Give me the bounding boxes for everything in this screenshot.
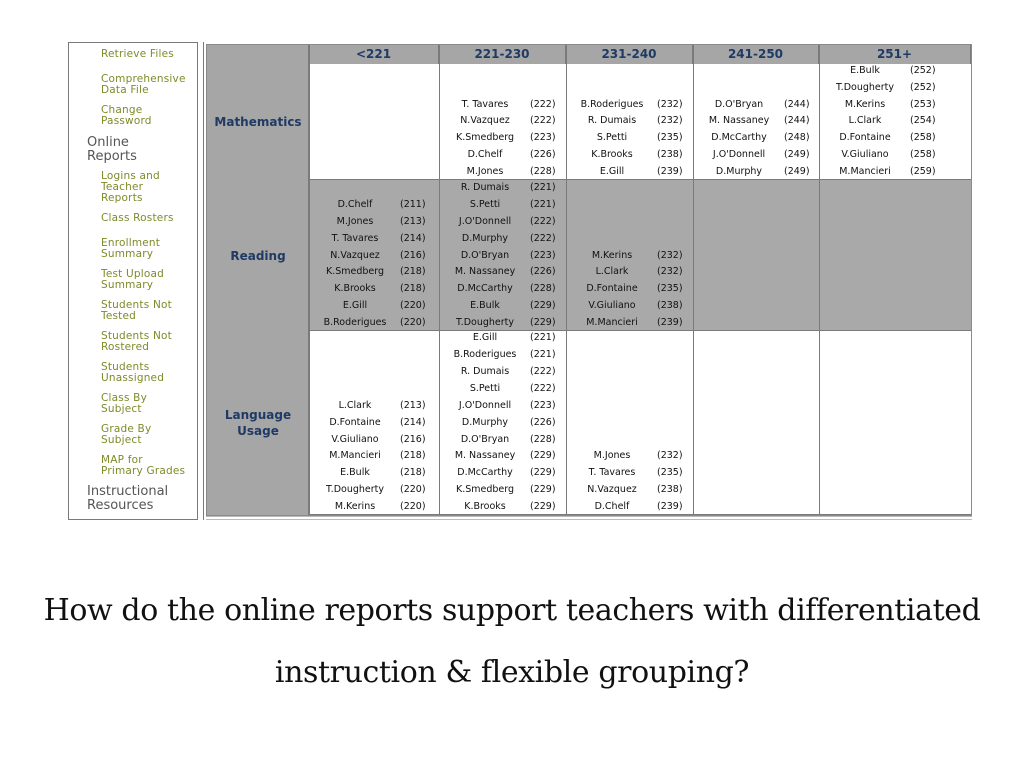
student-score: (222) [530,115,556,127]
column-header: <221 [309,45,439,64]
student-entry [696,129,818,146]
student-score: (222) [530,382,556,394]
student-score: (235) [657,283,683,295]
column-divider [819,45,820,515]
student-score: (239) [657,501,683,513]
student-name: K.Smedberg [455,132,515,144]
student-name: E.Bulk [470,300,500,312]
student-score: (221) [530,332,556,344]
student-score: (213) [400,215,426,227]
student-score: (222) [530,215,556,227]
student-entry [822,79,970,96]
student-entry [569,280,692,297]
student-name: M.Mancieri [329,450,381,462]
student-name: L.Clark [848,115,882,127]
instructional-resources-heading[interactable]: Instructional Resources [87,484,169,513]
student-entry [442,96,565,113]
student-name: V.Giuliano [841,149,889,161]
student-score: (253) [910,98,936,110]
class-rosters-link[interactable]: Class Rosters [101,212,174,224]
student-score: (258) [910,149,936,161]
student-entry [442,163,565,180]
student-entry [442,129,565,146]
student-name: T.Dougherty [326,484,384,496]
student-name: L.Clark [338,399,372,411]
student-name: T. Tavares [461,98,509,110]
student-score: (218) [400,450,426,462]
student-entry [442,414,565,431]
student-name: N.Vazquez [330,249,380,261]
student-name: B.Roderigues [453,349,517,360]
student-score: (216) [400,433,426,445]
student-name: L.Clark [595,266,629,278]
student-name: T.Dougherty [836,81,894,93]
student-score: (228) [530,283,556,295]
student-score: (220) [400,317,426,329]
student-score: (258) [910,132,936,144]
student-entry [442,146,565,163]
student-score: (222) [530,98,556,110]
table-bottom-edge [206,516,972,520]
student-entry [569,146,692,163]
student-score: (229) [530,467,556,479]
student-name: D.McCarthy [457,283,513,295]
student-entry [312,196,438,213]
student-score: (229) [530,300,556,312]
student-entry [312,297,438,314]
column-header: 231-240 [566,45,693,64]
student-entry [312,247,438,264]
student-score: (221) [530,181,556,193]
student-entry [442,213,565,230]
student-entry [822,96,970,113]
student-score: (221) [530,198,556,210]
student-entry [569,297,692,314]
student-entry [696,146,818,163]
subject-label: Mathematics [214,115,302,129]
student-entry [312,414,438,431]
enrollment-summary-link[interactable]: Enrollment Summary [101,237,161,260]
subject-label: Language Usage [224,408,292,438]
student-score: (239) [657,317,683,329]
student-entry [569,498,692,515]
header-corner-cell [207,45,309,64]
student-entry [569,96,692,113]
student-score: (229) [530,450,556,462]
student-entry [312,481,438,498]
logins-and-teacher-reports-link[interactable]: Logins and Teacher Reports [101,170,160,204]
student-score: (232) [657,98,683,110]
student-entry [312,213,438,230]
student-name: K.Brooks [464,501,506,513]
student-score: (220) [400,300,426,312]
student-score: (232) [657,115,683,127]
student-score: (259) [910,166,936,178]
caption-line-1: How do the online reports support teachers with differentiated [43,593,981,628]
student-name: J.O'Donnell [458,215,512,227]
student-entry [442,196,565,213]
column-divider [566,45,567,515]
student-entry [569,163,692,180]
student-name: D.Fontaine [839,132,891,144]
student-entry [442,346,565,363]
student-name: J.O'Donnell [458,399,512,411]
student-name: K.Brooks [334,283,376,295]
student-score: (226) [530,149,556,161]
student-score: (223) [530,132,556,144]
student-score: (228) [530,166,556,178]
student-name: E.Bulk [850,64,880,76]
student-score: (213) [400,399,426,411]
column-header: 221-230 [439,45,566,64]
student-name: K.Smedberg [455,484,515,496]
column-divider [439,45,440,515]
student-entry [569,464,692,481]
change-password-link[interactable]: Change Password [101,104,152,127]
student-entry [442,481,565,498]
student-score: (221) [530,349,556,360]
student-name: D.O'Bryan [460,433,510,445]
student-name: S.Petti [469,382,501,394]
student-score: (235) [657,132,683,144]
student-name: D.Chelf [594,501,630,513]
student-name: M.Mancieri [586,317,638,329]
student-score: (244) [784,115,810,127]
student-name: S.Petti [469,198,501,210]
student-name: M.Kerins [844,98,886,110]
student-name: R. Dumais [460,181,510,193]
student-entry [442,247,565,264]
student-score: (220) [400,484,426,496]
student-score: (232) [657,249,683,261]
student-entry [442,447,565,464]
student-score: (229) [530,501,556,513]
student-name: M.Mancieri [839,166,891,178]
student-entry [442,230,565,247]
student-name: D.Chelf [467,149,503,161]
student-entry [822,146,970,163]
student-score: (238) [657,484,683,496]
online-reports-heading: Online Reports [87,135,137,164]
student-entry [312,397,438,414]
class-by-subject-link[interactable]: Class By Subject [101,392,147,415]
student-entry [312,447,438,464]
student-entry [442,263,565,280]
student-name: E.Gill [472,332,498,344]
student-score: (222) [530,365,556,377]
student-name: T. Tavares [331,232,379,244]
student-name: M. Nassaney [708,115,770,127]
student-name: E.Bulk [340,467,370,479]
student-name: D.McCarthy [457,467,513,479]
student-score: (226) [530,266,556,278]
grade-by-subject-link[interactable]: Grade By Subject [101,423,152,446]
student-name: M.Jones [336,215,374,227]
student-score: (238) [657,300,683,312]
map-for-primary-grades-link[interactable]: MAP for Primary Grades [101,454,186,477]
student-entry [442,498,565,515]
grouping-table [206,44,972,516]
student-name: D.Fontaine [329,416,381,428]
student-entry [696,96,818,113]
student-entry [442,363,565,380]
student-name: M. Nassaney [454,266,516,278]
comprehensive-data-file-link[interactable]: Comprehensive Data File [101,73,186,96]
student-score: (232) [657,450,683,462]
student-entry [569,481,692,498]
student-score: (223) [530,249,556,261]
student-name: E.Gill [342,300,368,312]
student-name: T.Dougherty [456,317,514,329]
student-name: R. Dumais [587,115,637,127]
student-entry [442,380,565,397]
student-score: (218) [400,266,426,278]
student-entry [442,397,565,414]
student-name: D.O'Bryan [714,98,764,110]
sidebar-divider [197,42,204,520]
student-entry [822,129,970,146]
student-score: (216) [400,249,426,261]
student-name: R. Dumais [460,365,510,377]
student-entry [822,112,970,129]
student-score: (228) [530,433,556,445]
student-name: V.Giuliano [331,433,379,445]
student-entry [569,247,692,264]
student-entry [442,297,565,314]
student-score: (214) [400,232,426,244]
student-score: (249) [784,166,810,178]
student-entry [312,431,438,448]
student-name: D.Murphy [461,232,509,244]
student-score: (249) [784,149,810,161]
student-score: (248) [784,132,810,144]
student-name: E.Gill [599,166,625,178]
student-entry [442,431,565,448]
student-name: D.McCarthy [711,132,767,144]
student-name: V.Giuliano [588,300,636,312]
student-name: D.Chelf [337,198,373,210]
student-score: (220) [400,501,426,513]
student-entry [312,498,438,515]
student-entry [442,464,565,481]
student-score: (226) [530,416,556,428]
column-divider [693,45,694,515]
student-name: S.Petti [596,132,628,144]
student-score: (223) [530,399,556,411]
subject-label: Reading [230,248,286,263]
student-name: M.Kerins [591,249,633,261]
student-score: (218) [400,467,426,479]
student-name: N.Vazquez [460,115,510,127]
student-name: D.Murphy [715,166,763,178]
student-entry [569,112,692,129]
column-header: 241-250 [693,45,819,64]
students-unassigned-link[interactable]: Students Unassigned [101,361,165,384]
student-entry [312,280,438,297]
student-entry [822,163,970,180]
student-name: M. Nassaney [454,450,516,462]
student-entry [312,263,438,280]
student-score: (254) [910,115,936,127]
slide-caption [0,580,1024,704]
student-entry [569,263,692,280]
student-entry [569,129,692,146]
student-score: (211) [400,198,426,210]
student-score: (252) [910,81,936,93]
student-name: N.Vazquez [587,484,637,496]
students-not-rostered-link[interactable]: Students Not Rostered [101,330,172,353]
student-entry [569,314,692,331]
test-upload-summary-link[interactable]: Test Upload Summary [101,268,165,291]
student-entry [312,314,438,331]
student-score: (229) [530,484,556,496]
student-score: (232) [657,266,683,278]
student-name: D.O'Bryan [460,249,510,261]
student-entry [696,112,818,129]
caption-line-2: instruction & flexible grouping? [274,655,750,690]
student-entry [442,329,565,346]
student-name: J.O'Donnell [712,149,766,161]
student-score: (222) [530,232,556,244]
column-divider [309,45,310,515]
student-score: (238) [657,149,683,161]
student-name: M.Kerins [334,501,376,513]
student-score: (235) [657,467,683,479]
student-score: (244) [784,98,810,110]
student-entry [696,163,818,180]
student-name: K.Brooks [591,149,633,161]
student-name: B.Roderigues [580,98,644,110]
retrieve-files-link[interactable]: Retrieve Files [101,48,174,60]
students-not-tested-link[interactable]: Students Not Tested [101,299,172,322]
student-entry [569,447,692,464]
student-score: (239) [657,166,683,178]
student-name: M.Jones [466,166,504,178]
student-entry [312,464,438,481]
student-name: K.Smedberg [325,266,385,278]
student-name: M.Jones [593,450,631,462]
student-score: (214) [400,416,426,428]
student-entry [442,112,565,129]
student-score: (218) [400,283,426,295]
student-entry [822,62,970,79]
student-entry [442,280,565,297]
student-name: D.Murphy [461,416,509,428]
student-entry [312,230,438,247]
column-header: 251+ [819,45,971,64]
student-name: D.Fontaine [586,283,638,295]
student-score: (252) [910,64,936,76]
student-name: T. Tavares [588,467,636,479]
student-entry [442,179,565,196]
reports-sidebar [68,42,200,520]
student-score: (229) [530,317,556,329]
student-name: B.Roderigues [323,317,387,329]
